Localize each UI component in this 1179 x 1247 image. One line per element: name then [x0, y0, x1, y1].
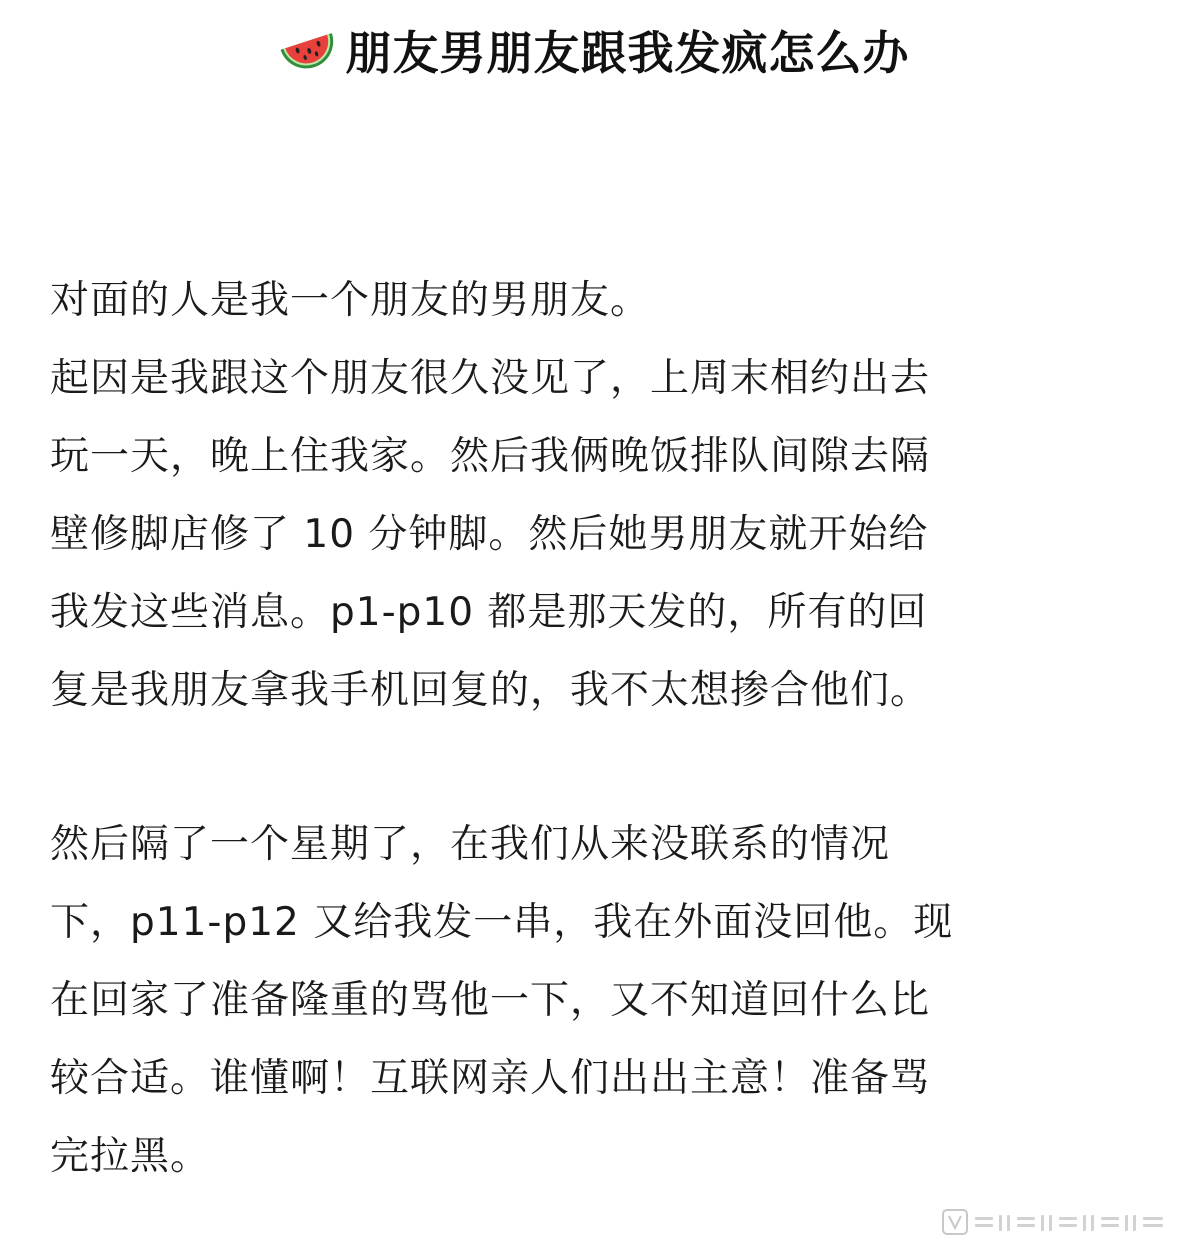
watermark-logo: [941, 1207, 1169, 1237]
paragraph-2: [50, 806, 1140, 1196]
paragraph-line: 玩一天，晚上住我家。然后我俩晚饭排队间隙去隔: [50, 434, 931, 479]
paragraph-line: 完拉黑。: [50, 1134, 211, 1179]
paragraph-line: 复是我朋友拿我手机回复的，我不太想掺合他们。: [50, 668, 931, 713]
title-group: [278, 17, 910, 83]
paragraph-line: 然后隔了一个星期了，在我们从来没联系的情况: [50, 822, 891, 867]
paragraph-line: 壁修脚店修了 10 分钟脚。然后她男朋友就开始给: [50, 512, 929, 557]
paragraph-line: 起因是我跟这个朋友很久没见了，上周末相约出去: [50, 356, 931, 401]
paragraph-line: 较合适。谁懂啊！互联网亲人们出出主意！准备骂: [50, 1056, 931, 1101]
paragraph-line: 我发这些消息。p1-p10 都是那天发的，所有的回: [50, 590, 928, 635]
title-bar: [0, 18, 1179, 82]
watermark-mark-icon: [941, 1207, 1169, 1237]
paragraph-line: 对面的人是我一个朋友的男朋友。: [50, 278, 651, 323]
paragraph-1: [50, 262, 1140, 730]
post-title: 朋友男朋友跟我发疯怎么办: [345, 26, 910, 80]
paragraph-line: 在回家了准备隆重的骂他一下，又不知道回什么比: [50, 978, 931, 1023]
watermelon-icon: [278, 25, 340, 75]
paragraph-line: 下，p11-p12 又给我发一串，我在外面没回他。现: [50, 900, 954, 945]
